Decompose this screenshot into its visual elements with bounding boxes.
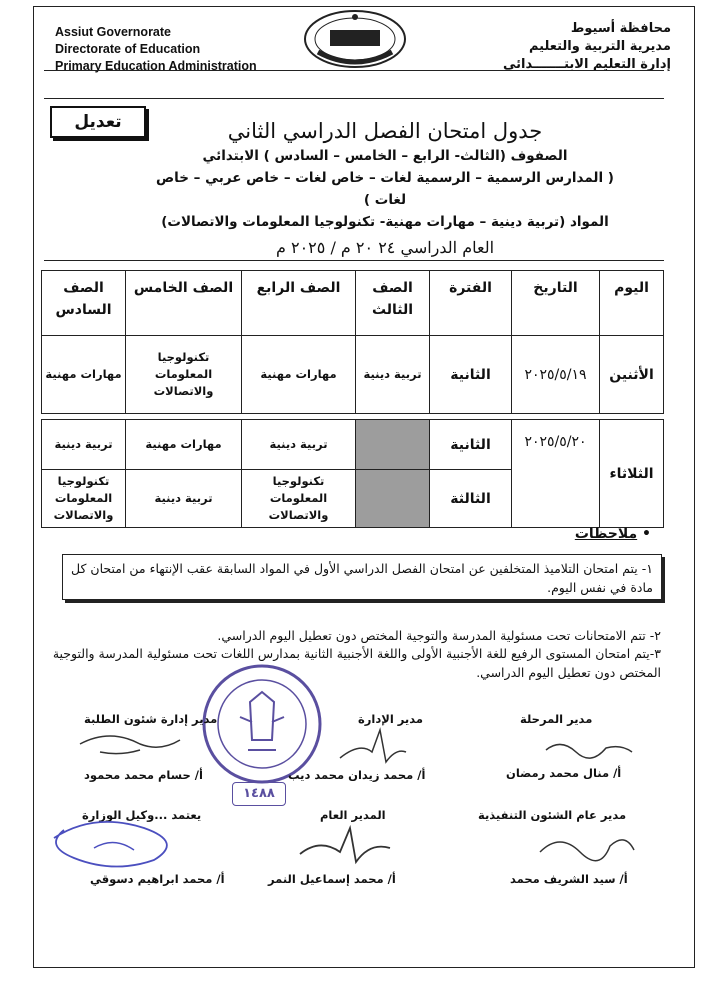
handwritten-signature <box>34 808 204 874</box>
exam-schedule-table <box>41 270 664 528</box>
sig-student-affairs-name: أ/ حسام محمد محمود <box>84 768 203 782</box>
sig-exec-affairs-name: أ/ سيد الشريف محمد <box>510 872 628 886</box>
schools-line: ( المدارس الرسمية – الرسمية لغات – خاص لغات – خاص عربي – خاص لغات ) <box>156 170 614 208</box>
row1-grade6: مهارات مهنية <box>42 336 126 414</box>
sig-exec-affairs-title: مدير عام الشئون التنفيذية <box>478 808 627 822</box>
row1-day: الأثنين <box>600 336 664 414</box>
row2-grade6: تربية دينية <box>42 420 126 470</box>
header-divider <box>44 70 664 71</box>
header-ar-administration: إدارة التعليم الابتـــــــدائي <box>502 57 671 72</box>
row2-grade4: تربية دينية <box>242 420 356 470</box>
header-date: التاريخ <box>512 271 600 336</box>
header-day: اليوم <box>600 271 664 336</box>
header-grade6: الصف السادس <box>42 271 126 336</box>
handwritten-signature <box>536 728 636 768</box>
edit-label: تعديل <box>50 106 146 138</box>
sig-admin-director-title: مدير الإدارة <box>358 712 423 726</box>
row2-grade5: مهارات مهنية <box>126 420 242 470</box>
header-grade4: الصف الرابع <box>242 271 356 336</box>
row1-grade3: تربية دينية <box>356 336 430 414</box>
handwritten-signature <box>530 822 640 868</box>
header-en-directorate: Directorate of Education <box>55 42 201 56</box>
header-ar-governorate: محافظة أسيوط <box>570 21 671 36</box>
handwritten-signature <box>290 818 400 870</box>
ministry-logo <box>300 8 410 70</box>
row1-grade4: مهارات مهنية <box>242 336 356 414</box>
title-top-divider <box>44 98 664 99</box>
table-header-row <box>42 271 664 336</box>
row3-grade3-blank <box>356 470 430 528</box>
header-ar-directorate: مديرية التربية والتعليم <box>528 39 671 54</box>
row2-grade3-blank <box>356 420 430 470</box>
row3-grade4: تكنولوجيا المعلومات والاتصالات <box>242 470 356 528</box>
title-block <box>150 117 620 261</box>
note-3: ٣-يتم امتحان المستوى الرفيع للغة الأجنبية الأولى واللغة الأجنبية الثانية بمدارس اللغات تحت مسئولية المدرسة والتوجية المختص دون تعطيل اليوم الدراسي. <box>52 646 661 680</box>
handwritten-signature <box>40 720 190 764</box>
subjects-line: المواد (تربية دينية – مهارات مهنية- تكنولوجيا المعلومات والاتصالات) <box>161 214 609 230</box>
row1-date: ٢٠٢٥/٥/١٩ <box>512 336 600 414</box>
notes-heading-label: ملاحظات <box>574 526 638 542</box>
header-period: الفترة <box>430 271 512 336</box>
sig-undersecretary-title: يعتمد ...وكيل الوزارة <box>82 808 202 822</box>
grades-line: الصفوف (الثالث- الرابع – الخامس – السادس ) الابتدائي <box>202 148 568 164</box>
header-grade3: الصف الثالث <box>356 271 430 336</box>
row3-grade6: تكنولوجيا المعلومات والاتصالات <box>42 470 126 528</box>
header-english <box>55 24 257 75</box>
row1-grade5: تكنولوجيا المعلومات والاتصالات <box>126 336 242 414</box>
sig-phase-director-title: مدير المرحلة <box>520 712 593 726</box>
sig-undersecretary-name: أ/ محمد ابراهيم دسوقي <box>90 872 225 886</box>
sig-general-director-name: أ/ محمد إسماعيل النمر <box>268 872 396 886</box>
table-row <box>42 420 664 470</box>
header-arabic <box>503 20 671 74</box>
row1-period: الثانية <box>430 336 512 414</box>
sig-admin-director-name: أ/ محمد زيدان محمد ديب <box>288 768 426 782</box>
header-grade5: الصف الخامس <box>126 271 242 336</box>
page-title: جدول امتحان الفصل الدراسي الثاني <box>227 119 543 143</box>
sig-general-director-title: المدير العام <box>320 808 386 822</box>
header-en-governorate: Assiut Governorate <box>55 25 172 39</box>
row2-date: ٢٠٢٥/٥/٢٠ <box>512 420 600 528</box>
sig-student-affairs-title: مدير إدارة شئون الطلبة <box>84 712 218 726</box>
note-1: ١- يتم امتحان التلاميذ المتخلفين عن امتحان الفصل الدراسي الأول في المواد السابقة عقب الإنتهاء من امتحان كل مادة في نفس اليوم. <box>62 554 662 600</box>
row3-grade5: تربية دينية <box>126 470 242 528</box>
header-en-administration: Primary Education Administration <box>55 59 257 73</box>
notes-bullet: • <box>642 526 651 542</box>
notes-heading <box>575 526 651 542</box>
row2-day: الثلاثاء <box>600 420 664 528</box>
note-2: ٢- تتم الامتحانات تحت مسئولية المدرسة والتوجية المختص دون تعطيل اليوم الدراسي. <box>217 628 661 643</box>
academic-year: العام الدراسي ٢٤ ٢٠ م / ٢٠٢٥ م <box>275 238 495 257</box>
handwritten-signature <box>330 722 410 768</box>
row3-period: الثالثة <box>430 470 512 528</box>
row2-period: الثانية <box>430 420 512 470</box>
stamp-number: ١٤٨٨ <box>232 782 286 806</box>
sig-phase-director-name: أ/ منال محمد رمضان <box>506 766 622 780</box>
table-row <box>42 336 664 414</box>
